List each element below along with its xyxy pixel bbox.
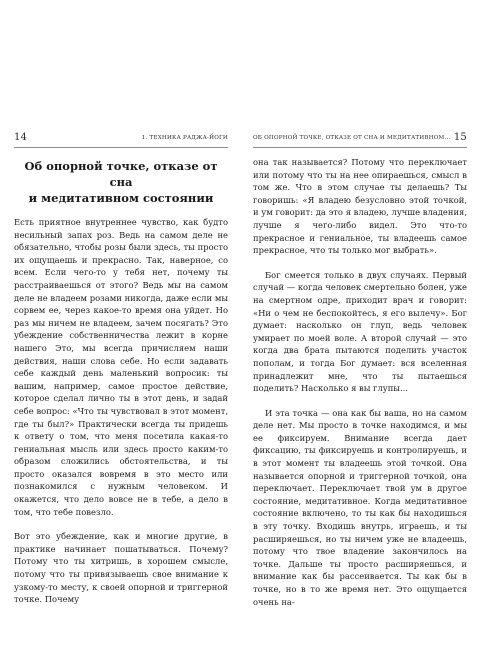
left-header-rule <box>14 147 228 148</box>
right-running-title: ОБ ОПОРНОЙ ТОЧКЕ, ОТКАЗЕ ОТ СНА И МЕДИТАТИВНОМ... <box>253 135 451 141</box>
left-paragraph-1: Есть приятное внутреннее чувство, как будто несильный запах роз. Ведь на самом деле не обязательно, чтобы розы были здесь, ты просто их ощущаешь и прекрасно. Так, наверное, со всем. Если чего-то у тебя нет, почему ты расстраиваешься от этого? Ведь мы на самом деле не владеем розами никогда, даже если мы сорвем ее, через какое-то время она уйдет. Но раз мы ничем не владеем, зачем посягать? Это убеждение собственничества лежит в корне нашего Это, мы всегда причисляем наши действия, наши слова себе. Но если задавать себе каждый день маленький вопросик: ты вашим, например, самое простое действие, которое сделал лично ты в этот день, и задай себе вопрос: «Что ты чувствовал в этот момент, где ты был?» Практически всегда ты придешь к ответу о том, что меня посетила какая-то гениальная мысль или здесь просто каким-то образом сложились обстоятельства, и ты просто оказался вовремя в это место или познакомился с нужным человеком. И окажется, что дело вовсе не в тебе, а дело в том, что тебе повезло. <box>14 217 228 517</box>
right-paragraph-3: И эта точка — она как бы ваша, но на самом деле нет. Мы просто в точке находимся, и мы ее фиксируем. Внимание всегда дает фиксацию, ты фиксируешь и контролируешь, и в этот момент ты владеешь этой точкой. Она называется опорной и триггерной точкой, она переключает. Переключает твой ум в другое состояние, медитативное. Когда медитативное состояние включено, то ты как бы находишься в эту точку. Входишь внутрь, играешь, и ты расширяешься, но ты ничем уже не владеешь, потому что твое владение закончилось на точке. Дальше ты просто расширяешься, и внимание как бы рассеивается. Ты как бы в точке, но в то же время нет. Это ощущается очень на- <box>253 407 467 607</box>
left-running-title: 1. ТЕХНИКА РАДЖА-ЙОГИ <box>141 135 228 141</box>
right-paragraph-1: она так называется? Потому что переключает или потому что ты на нее опираешься, смысл в том же. Что в этом случае ты делаешь? Ты говоришь: «Я владею безусловно этой точкой, и ум говорит: да это я владею, лучше владения, лучше я чего-либо видел. Это что-то прекрасное и гениальное, ты владеешь самое прекрасное, что ты только мог выбрать». <box>253 157 467 256</box>
right-header-rule <box>253 147 467 148</box>
left-running-head <box>14 132 228 146</box>
left-paragraph-2: Вот это убеждение, как и многие другие, в практике начинает пошатываться. Почему? Потому что ты хитришь, в хорошем смысле, потому что ты привязываешь свое внимание к узкому-то месту, к своей опорной и триггерной точке. Почему <box>14 531 228 605</box>
left-page <box>14 132 228 606</box>
right-paragraph-2: Бог смеется только в двух случаях. Первый случай — когда человек смертельно болен, уже на смертном одре, приходит врач и говорит: «Ни о чем не беспокойтесь, я его вылечу». Бог думает: насколько он глуп, ведь человек умирает по моей воле. А второй случай — это когда два брата пытаются поделить участок пополам, и тогда Бог думает: вся вселенная принадлежит мне, что ты пытаешься поделить? Насколько я вы глупы... <box>253 269 467 394</box>
right-running-head <box>253 132 467 146</box>
chapter-heading-line-1: Об опорной точке, отказе от сна <box>24 159 218 189</box>
left-page-number: 14 <box>14 132 28 143</box>
chapter-heading-line-2: и медитативном состоянии <box>28 191 214 205</box>
chapter-heading <box>14 158 228 206</box>
right-page-number: 15 <box>453 132 467 143</box>
right-page <box>253 132 467 608</box>
